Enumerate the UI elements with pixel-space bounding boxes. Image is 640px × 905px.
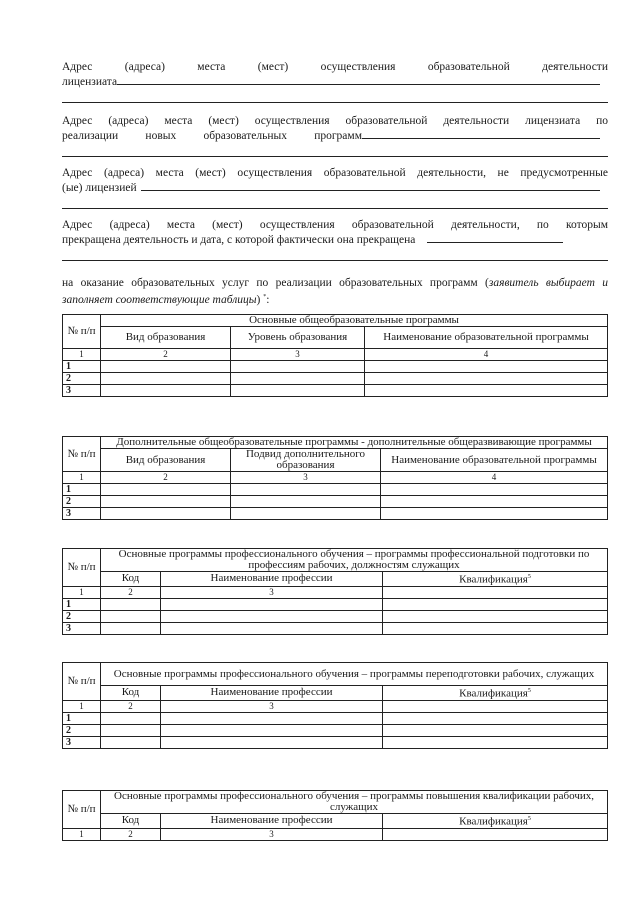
- table-row: 2: [63, 724, 608, 736]
- address-block-3: [62, 166, 608, 195]
- cell[interactable]: [365, 373, 608, 385]
- table-professional-training: [62, 548, 608, 635]
- footnote-mark: *: [263, 294, 267, 300]
- address-2-field[interactable]: [362, 128, 600, 139]
- address-1-line1: Адрес (адреса) места (мест) осуществления образовательной деятельности: [62, 61, 608, 73]
- cell[interactable]: [365, 361, 608, 373]
- col-index: 3: [231, 349, 365, 361]
- divider-1: [62, 102, 608, 103]
- address-1-label: лицензиата: [62, 76, 118, 88]
- table-general-education: [62, 314, 608, 397]
- col-header: Вид образования: [101, 327, 231, 349]
- cell[interactable]: [161, 712, 383, 724]
- col-header: Вид образования: [101, 449, 231, 472]
- cell[interactable]: [231, 496, 381, 508]
- cell[interactable]: [101, 622, 161, 634]
- cell[interactable]: [101, 724, 161, 736]
- col-index: 2: [101, 700, 161, 712]
- col-header: Код: [101, 572, 161, 587]
- col-index: 3: [161, 828, 383, 840]
- table-row: 2: [63, 610, 608, 622]
- footnote-mark: 5: [527, 574, 531, 580]
- col-index: 3: [161, 700, 383, 712]
- cell[interactable]: [101, 508, 231, 520]
- cell[interactable]: [381, 508, 608, 520]
- cell[interactable]: [161, 736, 383, 748]
- col-header: Квалификация$^5$: [383, 572, 608, 587]
- table-row: 3: [63, 385, 608, 397]
- cell[interactable]: [231, 361, 365, 373]
- divider-4: [62, 260, 608, 261]
- col-header: Наименование профессии: [161, 686, 383, 701]
- col-number-header: № п/п: [63, 437, 101, 472]
- col-index: 2: [101, 586, 161, 598]
- col-header: Наименование образовательной программы: [381, 449, 608, 472]
- cell[interactable]: [101, 610, 161, 622]
- col-number-header: № п/п: [63, 663, 101, 701]
- col-index: 3: [161, 586, 383, 598]
- col-header: Код: [101, 814, 161, 829]
- col-number-header: № п/п: [63, 315, 101, 349]
- cell[interactable]: [383, 622, 608, 634]
- table-title: Основные общеобразовательные программы: [101, 315, 608, 327]
- cell[interactable]: [101, 385, 231, 397]
- cell[interactable]: [383, 712, 608, 724]
- table-row: 2: [63, 373, 608, 385]
- address-2-line1: Адрес (адреса) места (мест) осуществления образовательной деятельности лицензиата по: [62, 115, 608, 127]
- col-header: Наименование образовательной программы: [365, 327, 608, 349]
- col-index: 1: [63, 472, 101, 484]
- cell[interactable]: [101, 484, 231, 496]
- col-index: 2: [101, 828, 161, 840]
- table-title: Основные программы профессионального обучения – программы профессиональной подготовки по профессиям рабочих, должностям служащих: [101, 549, 608, 572]
- cell[interactable]: [101, 736, 161, 748]
- col-index: 4: [365, 349, 608, 361]
- col-header: Наименование профессии: [161, 814, 383, 829]
- cell[interactable]: [101, 712, 161, 724]
- cell[interactable]: [161, 598, 383, 610]
- table-row: 2: [63, 496, 608, 508]
- table-title: Основные программы профессионального обучения – программы повышения квалификации рабочих, служащих: [101, 791, 608, 814]
- cell[interactable]: [101, 361, 231, 373]
- table-row: 3: [63, 508, 608, 520]
- address-3-line1: Адрес (адреса) места (мест) осуществления образовательной деятельности, не предусмотренные: [62, 167, 608, 179]
- cell[interactable]: [383, 610, 608, 622]
- cell[interactable]: [383, 724, 608, 736]
- address-3-field[interactable]: [141, 180, 600, 191]
- cell[interactable]: [101, 373, 231, 385]
- col-header: Квалификация$^5$: [383, 686, 608, 701]
- table-row: 1: [63, 484, 608, 496]
- cell[interactable]: [231, 373, 365, 385]
- divider-3: [62, 208, 608, 209]
- address-block-1: [62, 60, 608, 89]
- footnote-mark: 5: [527, 688, 531, 694]
- col-header: Уровень образования: [231, 327, 365, 349]
- col-header: Квалификация$^5$: [383, 814, 608, 829]
- address-3-label: (ые) лицензией: [62, 182, 137, 194]
- cell[interactable]: [161, 622, 383, 634]
- col-index: 1: [63, 586, 101, 598]
- table-title: Дополнительные общеобразовательные программы - дополнительные общеразвивающие программы: [101, 437, 608, 449]
- table-retraining: [62, 662, 608, 749]
- footnote-mark: 5: [527, 816, 531, 822]
- cell[interactable]: [383, 736, 608, 748]
- cell[interactable]: [381, 496, 608, 508]
- col-index: [383, 700, 608, 712]
- col-index: 1: [63, 349, 101, 361]
- table-row: 3: [63, 736, 608, 748]
- cell[interactable]: [101, 598, 161, 610]
- cell[interactable]: [383, 598, 608, 610]
- programs-intro: на оказание образовательных услуг по реализации образовательных программ (заявитель выбирает и заполняет соответствующие таблицы) *:: [62, 277, 608, 306]
- col-number-header: № п/п: [63, 791, 101, 829]
- col-index: 1: [63, 828, 101, 840]
- address-1-field[interactable]: [117, 74, 600, 85]
- cell[interactable]: [161, 610, 383, 622]
- col-index: 4: [381, 472, 608, 484]
- col-header: Подвид дополнительного образования: [231, 449, 381, 472]
- col-index: 3: [231, 472, 381, 484]
- table-row: 1: [63, 598, 608, 610]
- col-index: [383, 828, 608, 840]
- col-index: [383, 586, 608, 598]
- address-4-date-field[interactable]: [427, 232, 563, 243]
- cell[interactable]: [231, 508, 381, 520]
- cell[interactable]: [161, 724, 383, 736]
- col-header: Код: [101, 686, 161, 701]
- table-row: 1: [63, 712, 608, 724]
- col-header: Наименование профессии: [161, 572, 383, 587]
- address-4-line1: Адрес (адреса) места (мест) осуществления образовательной деятельности, по которым: [62, 219, 608, 231]
- table-additional-education: [62, 436, 608, 520]
- table-row: 3: [63, 622, 608, 634]
- table-qualification-upgrade: [62, 790, 608, 841]
- divider-2: [62, 156, 608, 157]
- address-block-2: Адрес (адреса) места (мест) осуществления образовательной деятельности лицензиата по реализации новых образовательных программ: [62, 115, 608, 142]
- cell[interactable]: [381, 484, 608, 496]
- cell[interactable]: [231, 484, 381, 496]
- table-row: 1: [63, 361, 608, 373]
- col-number-header: № п/п: [63, 549, 101, 587]
- col-index: 2: [101, 349, 231, 361]
- cell[interactable]: [365, 385, 608, 397]
- cell[interactable]: [101, 496, 231, 508]
- table-title: Основные программы профессионального обучения – программы переподготовки рабочих, служащих: [101, 663, 608, 686]
- address-4-label: прекращена деятельность и дата, с которой фактически она прекращена: [62, 234, 416, 246]
- col-index: 2: [101, 472, 231, 484]
- col-index: 1: [63, 700, 101, 712]
- cell[interactable]: [231, 385, 365, 397]
- address-block-4: [62, 218, 608, 247]
